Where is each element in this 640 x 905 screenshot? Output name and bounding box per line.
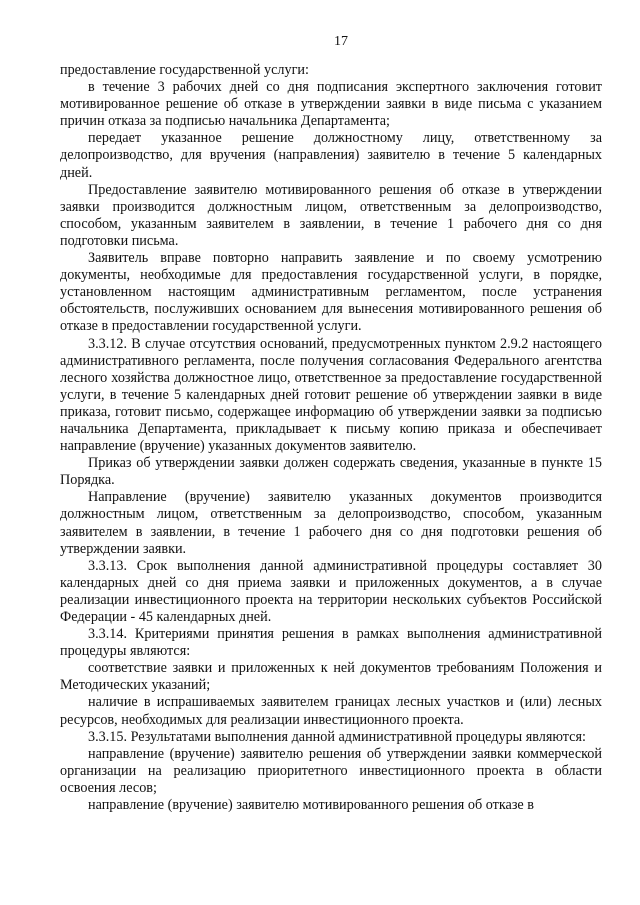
paragraph: 3.3.14. Критериями принятия решения в рамках выполнения административной процедуры являются: xyxy=(60,626,602,660)
paragraph: 3.3.13. Срок выполнения данной административной процедуры составляет 30 календарных дней со дня приема заявки и приложенных документов, а в случае реализации инвестиционного проекта на территории нескольких субъектов Российской Федерации - 45 календарных дней. xyxy=(60,557,602,625)
paragraph: Приказ об утверждении заявки должен содержать сведения, указанные в пункте 15 Порядка. xyxy=(60,455,602,489)
page-number: 17 xyxy=(334,34,348,49)
paragraph: направление (вручение) заявителю решения об утверждении заявки коммерческой организации на реализацию приоритетного инвестиционного проекта в области освоения лесов; xyxy=(60,745,602,796)
document-body xyxy=(60,62,602,814)
paragraph: передает указанное решение должностному лицу, ответственному за делопроизводство, для вручения (направления) заявителю в течение 5 календарных дней. xyxy=(60,130,602,181)
paragraph: соответствие заявки и приложенных к ней документов требованиям Положения и Методических указаний; xyxy=(60,660,602,694)
paragraph: в течение 3 рабочих дней со дня подписания экспертного заключения готовит мотивированное решение об отказе в утверждении заявки в виде письма с указанием причин отказа за подписью начальника Департамента; xyxy=(60,79,602,130)
paragraph: 3.3.12. В случае отсутствия оснований, предусмотренных пунктом 2.9.2 настоящего административного регламента, после получения согласования Федерального агентства лесного хозяйства должностное лицо, ответственное за предоставление государственной услуги, в течение 5 календарных дней готовит решение об утверждении заявки в виде приказа, готовит письмо, содержащее информацию об утверждении заявки за подписью начальника Департамента, прикладывает к письму копию приказа и обеспечивает направление (вручение) указанных документов заявителю. xyxy=(60,335,602,455)
paragraph: направление (вручение) заявителю мотивированного решения об отказе в xyxy=(88,797,534,814)
paragraph: Заявитель вправе повторно направить заявление и по своему усмотрению документы, необходимые для предоставления государственной услуги, в порядке, установленном настоящим административным регламентом, после устранения обстоятельств, послуживших основанием для вынесения мотивированного решения об отказе в предоставлении государственной услуги. xyxy=(60,250,602,335)
paragraph: предоставление государственной услуги: xyxy=(60,62,309,78)
paragraph: Направление (вручение) заявителю указанных документов производится должностным лицом, ответственным за делопроизводство, способом, указанным заявителем в заявлении, в течение 1 рабочего дня со дня подготовки решения об утверждении заявки. xyxy=(60,489,602,557)
paragraph: наличие в испрашиваемых заявителем границах лесных участков и (или) лесных ресурсов, необходимых для реализации инвестиционного проекта. xyxy=(60,694,602,728)
paragraph: 3.3.15. Результатами выполнения данной административной процедуры являются: xyxy=(88,728,586,745)
paragraph: Предоставление заявителю мотивированного решения об отказе в утверждении заявки производится должностным лицом, ответственным за делопроизводство, способом, указанным заявителем в заявлении, в течение 1 рабочего дня со дня подготовки письма. xyxy=(60,181,602,249)
